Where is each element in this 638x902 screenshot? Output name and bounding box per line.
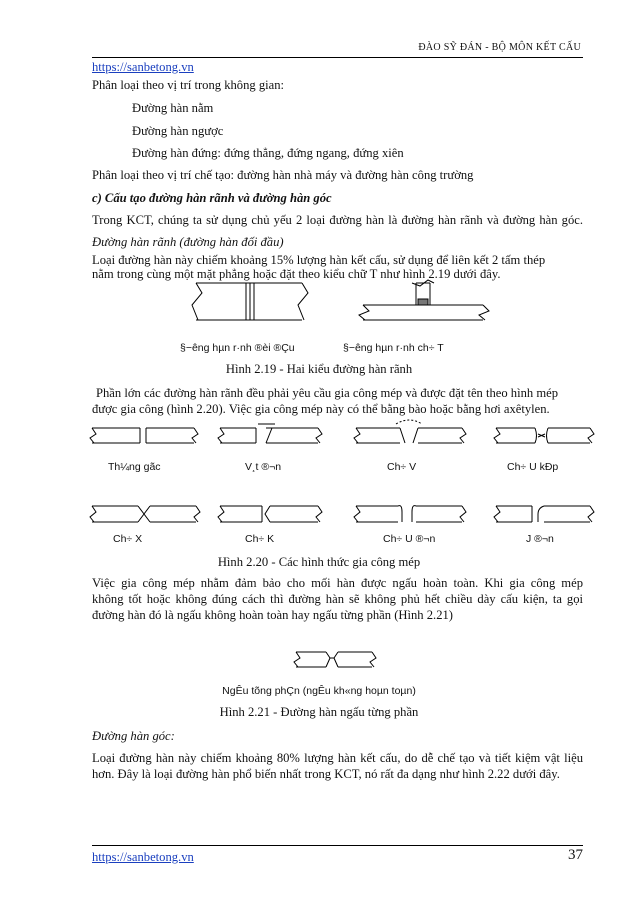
paragraph-penetration-3: đường hàn đó là ngấu không hoàn toàn hay ngấu từng phần (Hình 2.21) [92,608,453,622]
subheading-fillet-weld: Đường hàn góc: [92,729,175,743]
section-heading-c: c) Cấu tạo đường hàn rãnh và đường hàn góc [92,191,332,205]
paragraph-groove-2: nằm trong cùng một mặt phẳng hoặc đặt theo kiểu chữ T như hình 2.19 dưới đây. [92,267,501,281]
paragraph-fillet-1: Loại đường hàn này chiếm khoảng 80% lượng hàn kết cấu, do dễ chế tạo và tiết kiệm vật liệu [92,751,583,765]
fig219-label-butt: §−êng hµn r·nh ®èi ®Çu [180,342,295,354]
footer-link[interactable]: https://sanbetong.vn [92,850,194,864]
page-number: 37 [568,847,583,863]
paragraph-edge-1: Phần lớn các đường hàn rãnh đều phải yêu cầu gia công mép và được đặt tên theo hình mép [96,386,559,400]
fig219-caption: Hình 2.19 - Hai kiểu đường hàn rãnh [225,362,413,376]
fig220-caption: Hình 2.20 - Các hình thức gia công mép [217,555,421,569]
paragraph-fillet-2: hơn. Đây là loại đường hàn phổ biến nhất trong KCT, nó rất đa dạng như hình 2.22 dưới đây. [92,767,560,781]
paragraph-penetration-1: Việc gia công mép nhằm đảm bảo cho mối hàn được ngấu hoàn toàn. Khi gia công mép [92,576,583,590]
fig220-label-single-bevel: V¸t ®¬n [245,461,282,473]
subheading-groove-weld: Đường hàn rãnh (đường hàn đối đầu) [92,235,284,249]
header-title: ĐÀO SỸ ĐÁN - BỘ MÔN KẾT CẤU [418,42,581,53]
line-fabrication-class: Phân loại theo vị trí chế tạo: đường hàn nhà máy và đường hàn công trường [92,168,474,182]
list-item-vertical: Đường hàn đứng: đứng thẳng, đứng ngang, đứng xiên [132,146,404,160]
fig219-label-tee: §−êng hµn r·nh ch÷ T [343,342,444,354]
list-item-flat: Đường hàn nằm [132,101,214,115]
fig221-label: NgÊu tõng phÇn (ngÊu kh«ng hoµn toµn) [222,685,416,697]
fig220-label-single-u: Ch÷ U ®¬n [383,533,436,545]
fig220-label-v: Ch÷ V [387,461,417,473]
fig220-label-k: Ch÷ K [245,533,275,545]
paragraph-weld-types: Trong KCT, chúng ta sử dụng chủ yếu 2 loại đường hàn là đường hàn rãnh và đường hàn góc. [92,213,583,227]
fig220-label-square: Th¼ng gãc [108,461,161,473]
paragraph-edge-2: được gia công (hình 2.20). Việc gia công mép này có thể bằng bào hoặc bằng hơi axêtylen. [92,402,550,416]
fig221-caption: Hình 2.21 - Đường hàn ngấu từng phần [219,705,419,719]
list-item-overhead: Đường hàn ngược [132,124,224,138]
fig220-label-single-j: J ®¬n [526,533,554,545]
fig220-label-x: Ch÷ X [113,533,143,545]
fig220-label-double-u: Ch÷ U kÐp [507,461,559,473]
footer-rule [92,845,583,846]
line-position-class: Phân loại theo vị trí trong không gian: [92,78,285,92]
header-link[interactable]: https://sanbetong.vn [92,60,194,74]
paragraph-groove-1: Loại đường hàn này chiếm khoảng 15% lượng hàn kết cấu, sử dụng để liên kết 2 tấm thép [92,253,546,267]
paragraph-penetration-2: không tốt hoặc không đúng cách thì đường hàn sẽ không phủ hết chiều dày cấu kiện, ta gọi [92,592,583,606]
